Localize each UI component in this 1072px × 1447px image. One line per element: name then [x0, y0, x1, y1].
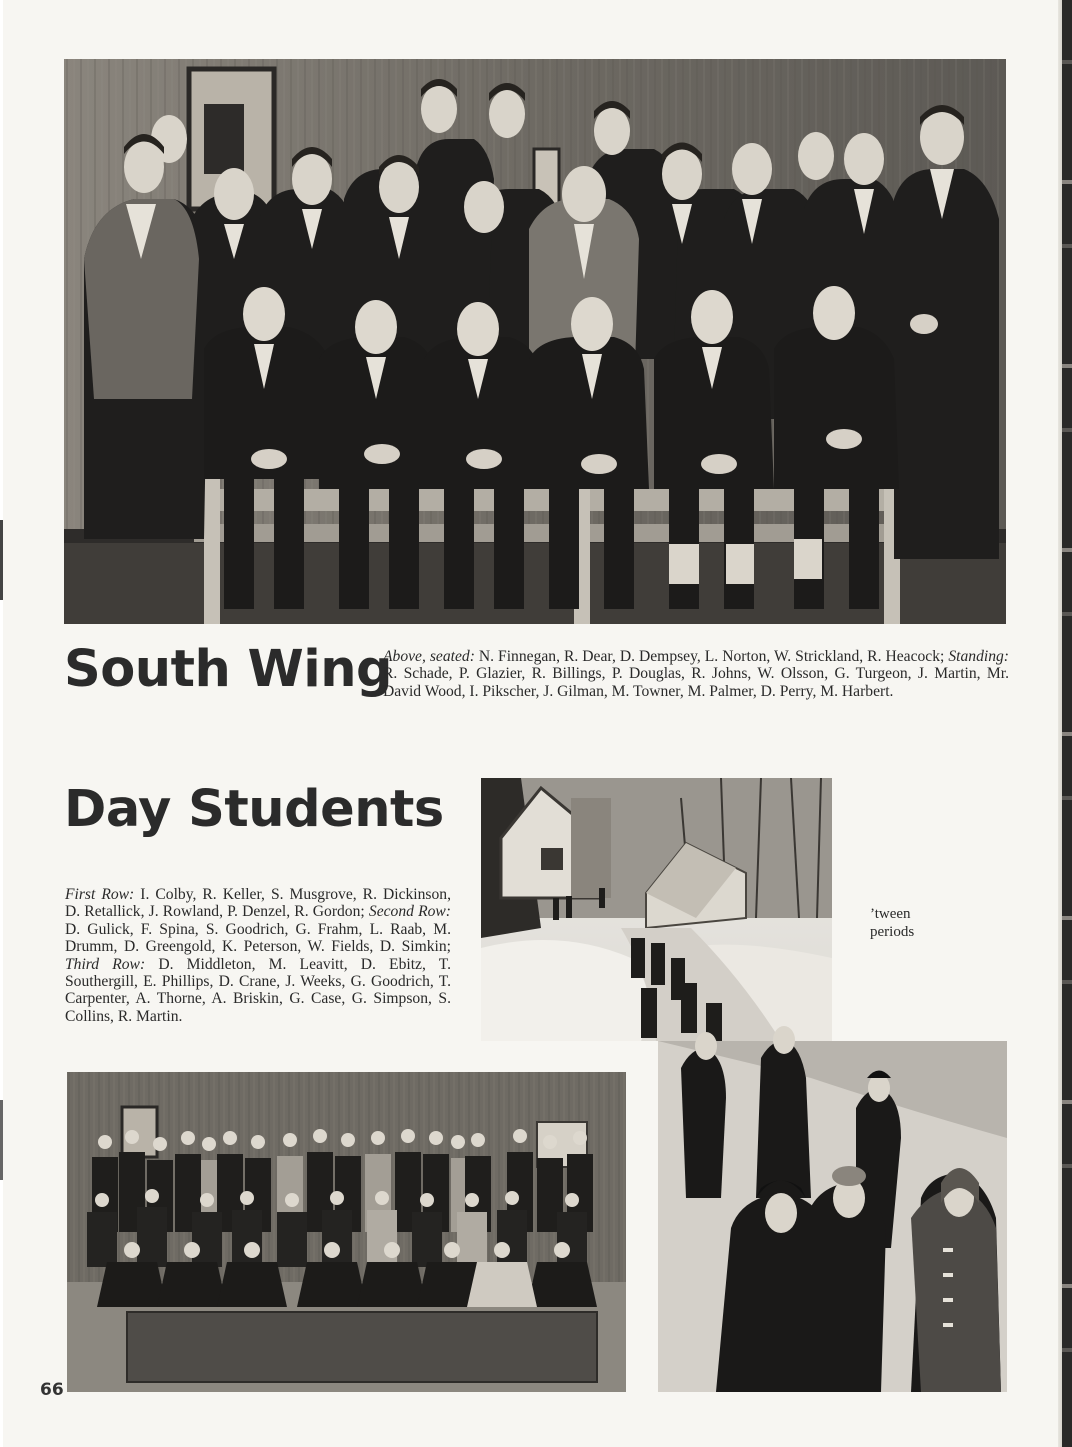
caption-first-row-label: First Row:: [65, 886, 135, 903]
day-students-caption: [65, 886, 451, 1025]
day-students-title: Day Students: [64, 780, 444, 839]
tween-caption-line1: ’tween: [870, 906, 911, 922]
tween-caption-line2: periods: [870, 924, 915, 940]
caption-first-row-names: I. Colby, R. Keller, S. Musgrove, R. Dickinson, D. Retallick, J. Rowland, P. Denzel, R. Gordon;: [65, 886, 451, 921]
caption-standing-names: R. Schade, P. Glazier, R. Billings, P. Douglas, R. Johns, W. Olsson, G. Turgeon, J. Martin, Mr. David Wood, I. Pikscher, J. Gilman, M. Towner, M. Palmer, D. Perry, M. Harbert.: [383, 665, 1009, 700]
caption-third-row-names: D. Middleton, M. Leavitt, D. Ebitz, T. Southergill, E. Phillips, D. Crane, J. Weeks, G. Goodrich, T. Carpenter, A. Thorne, A. Briskin, G. Case, G. Simpson, S. Collins, R. Martin.: [65, 955, 451, 1025]
south-wing-title: South Wing: [64, 640, 393, 699]
caption-seated-names: N. Finnegan, R. Dear, D. Dempsey, L. Norton, W. Strickland, R. Heacock;: [478, 648, 945, 665]
tween-periods-caption: [870, 905, 950, 941]
south-wing-group-photo: [64, 59, 1006, 624]
page-left-edge: [0, 0, 3, 1447]
caption-second-row-names: D. Gulick, F. Spina, S. Goodrich, G. Frahm, L. Raab, M. Drumm, D. Greengold, K. Peterson, W. Fields, D. Simkin;: [65, 920, 451, 956]
caption-seated-label: Above, seated:: [383, 648, 475, 665]
south-wing-caption: [383, 648, 1009, 700]
page-number: 66: [40, 1380, 64, 1400]
caption-standing-label: Standing:: [948, 648, 1009, 665]
caption-third-row-label: Third Row:: [65, 955, 146, 973]
caption-second-row-label: Second Row:: [368, 903, 451, 921]
day-students-group-photo: [67, 1072, 626, 1392]
book-binding-strip: [1062, 0, 1072, 1447]
